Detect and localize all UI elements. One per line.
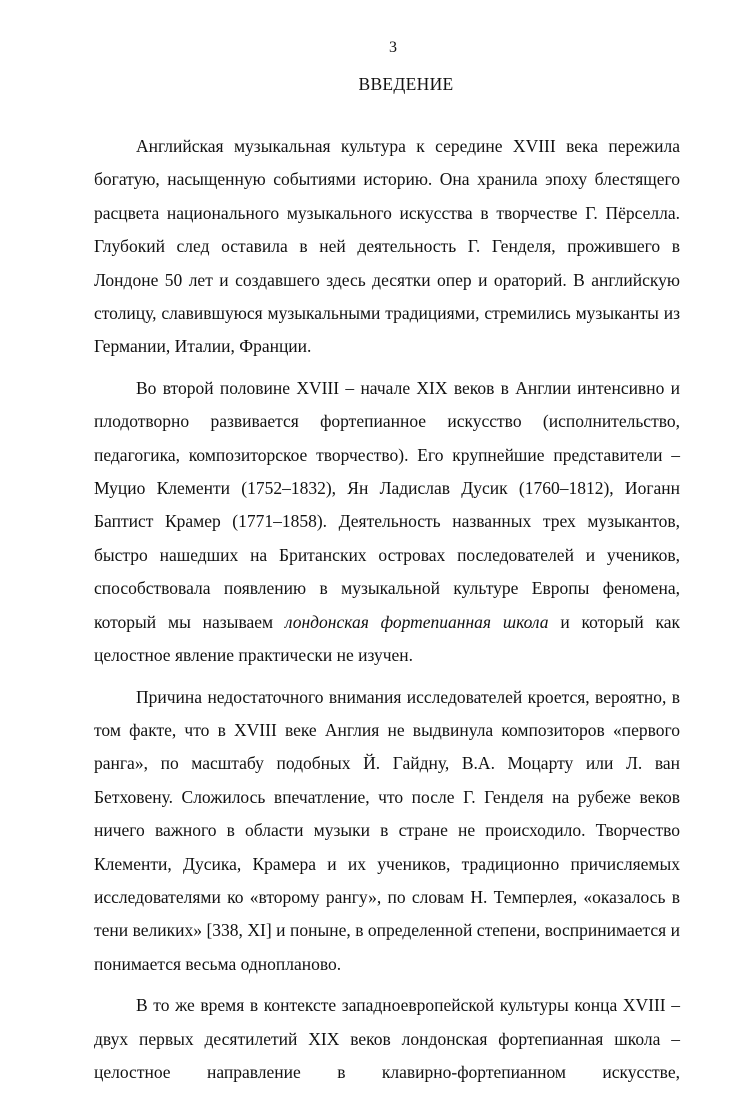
paragraph-1: Английская музыкальная культура к середине XVIII века пережила богатую, насыщенную событиями историю. Она хранила эпоху блестящего расцвета национального музыкального искусства в творчестве Г. Пёрселла. Глубокий след оставила в ней деятельность Г. Генделя, прожившего в Лондоне 50 лет и создавшего здесь десятки опер и ораторий. В английскую столицу, славившуюся музыкальными традициями, стремились музыканты из Германии, Италии, Франции. bbox=[94, 136, 680, 357]
paragraph-3: Причина недостаточного внимания исследователей кроется, вероятно, в том факте, что в XVIII веке Англия не выдвинула композиторов «первого ранга», по масштабу подобных Й. Гайдну, В.А. Моцарту или Л. ван Бетховену. Сложилось впечатление, что после Г. Генделя на рубеже веков ничего важного в области музыки в стране не происходило. Творчество Клементи, Дусика, Крамера и их учеников, традиционно причисляемых исследователями ко «второму рангу», по словам Н. Темперлея, «оказалось в тени великих» [338, XI] и поныне, в определенной степени, воспринимается и понимается весьма однопланово. bbox=[94, 686, 680, 974]
paragraph-2-emphasis: лондонская фортепианная школа bbox=[284, 611, 549, 632]
paragraph-2 bbox=[94, 372, 680, 673]
paragraph-2-text-before: Во второй половине XVIII – начале XIX веков в Англии интенсивно и плодотворно развивается фортепианное искусство (исполнительство, педагогика, композиторское творчество). Его крупнейшие представители – Муцио Клементи (1752–1832), Ян Ладислав Дусик (1760–1812), Иоганн Баптист Крамер (1771–1858). Деятельность названных трех музыкантов, быстро нашедших на Британских островах последователей и учеников, способствовала появлению в музыкальной культуре Европы феномена, который мы называем bbox=[94, 377, 680, 632]
paragraph-4: В то же время в контексте западноевропейской культуры конца XVIII – двух первых десятилетий XIX веков лондонская фортепианная школа – целостное направление в клавирно-фортепианном искусстве, bbox=[94, 995, 680, 1082]
page-number: 3 bbox=[389, 39, 397, 56]
paragraph-2-text-after: и который как целостное явление практически не изучен. bbox=[94, 611, 681, 666]
body-text bbox=[94, 130, 680, 1089]
page-title: ВВЕДЕНИЕ bbox=[358, 74, 454, 94]
